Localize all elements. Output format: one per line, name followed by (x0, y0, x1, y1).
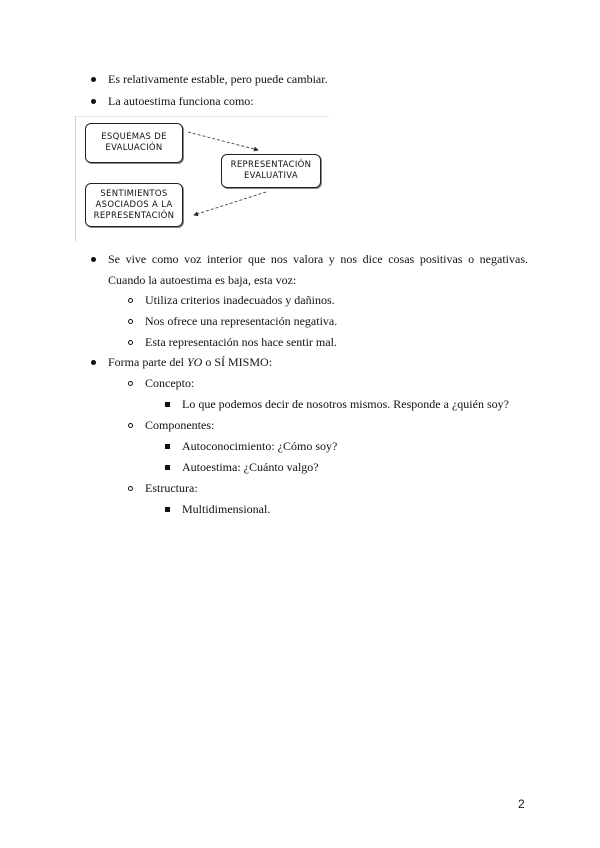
sub-sub-bullet-square (165, 507, 170, 512)
emphasis-si-mismo: SÍ MISMO (214, 355, 269, 369)
sub-bullet-circle (128, 340, 133, 345)
sub-bullet-circle (128, 298, 133, 303)
bullet-dot (91, 360, 96, 365)
sub-heading-components: Componentes: (145, 418, 215, 432)
bullet-text-low-esteem: Cuando la autoestima es baja, esta voz: (108, 273, 297, 287)
bullet-dot (91, 257, 96, 262)
bullet-dot (91, 77, 96, 82)
component-self-knowledge: Autoconocimiento: ¿Cómo soy? (182, 439, 338, 453)
sub-sub-bullet-square (165, 444, 170, 449)
sub-heading-concept: Concepto: (145, 376, 195, 390)
emphasis-yo: YO (186, 355, 203, 369)
sub-item-feel-bad: Esta representación nos hace sentir mal. (145, 335, 337, 349)
sub-bullet-circle (128, 319, 133, 324)
page-number: 2 (518, 797, 525, 811)
sub-sub-bullet-square (165, 465, 170, 470)
bullet-text-functions-as: La autoestima funciona como: (108, 94, 254, 108)
arrow-representation-to-feelings (194, 192, 266, 215)
sub-bullet-circle (128, 486, 133, 491)
diagram-box-associated-feelings: SENTIMIENTOS ASOCIADOS A LA REPRESENTACIÓN (85, 183, 183, 227)
bullet-text-stability: Es relativamente estable, pero puede cambiar. (108, 72, 328, 86)
diagram-box-evaluative-representation: REPRESENTACIÓN EVALUATIVA (221, 154, 321, 188)
sub-sub-bullet-square (165, 402, 170, 407)
component-self-esteem: Autoestima: ¿Cuánto valgo? (182, 460, 319, 474)
sub-bullet-circle (128, 381, 133, 386)
bullet-dot (91, 99, 96, 104)
sub-bullet-circle (128, 423, 133, 428)
arrow-schemes-to-representation (188, 132, 258, 150)
structure-multidimensional: Multidimensional. (182, 502, 271, 516)
sub-item-negative-representation: Nos ofrece una representación negativa. (145, 314, 338, 328)
self-esteem-diagram (75, 116, 329, 241)
diagram-box-evaluation-schemes: ESQUEMAS DE EVALUACIÓN (85, 123, 183, 163)
sub-heading-structure: Estructura: (145, 481, 198, 495)
bullet-text-inner-voice: Se vive como voz interior que nos valora y nos dice cosas positivas o negativas. (108, 252, 528, 266)
sub-item-criteria: Utiliza criterios inadecuados y dañinos. (145, 293, 335, 307)
bullet-text-self-part: Forma parte del YO o SÍ MISMO: (108, 355, 273, 369)
concept-description: Lo que podemos decir de nosotros mismos. Responde a ¿quién soy? (182, 397, 509, 411)
